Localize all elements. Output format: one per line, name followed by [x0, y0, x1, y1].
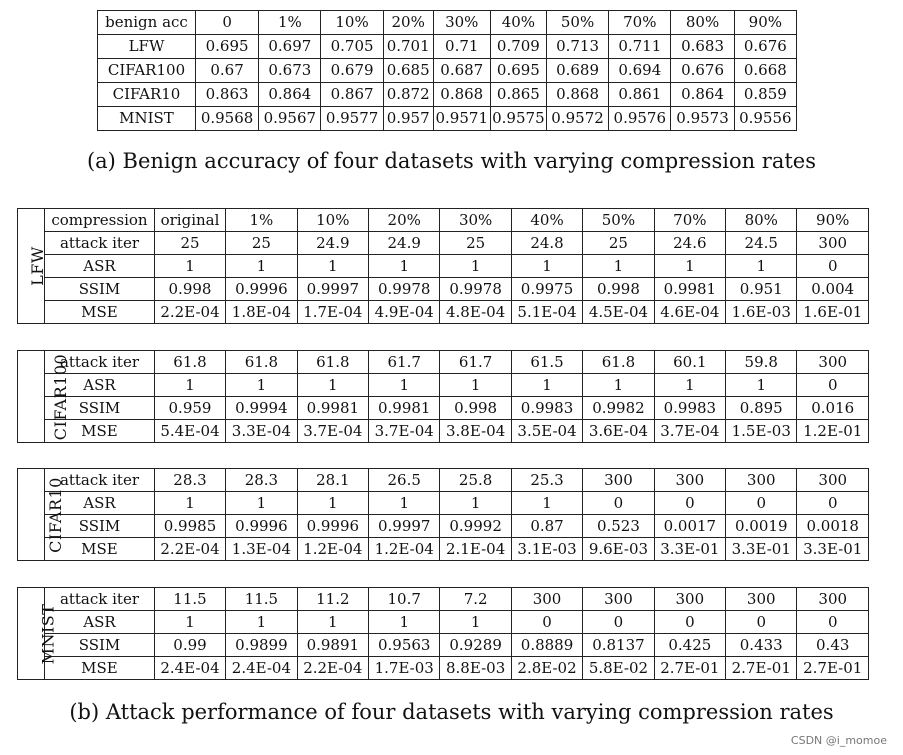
table-cell: 0.9576 [609, 107, 671, 131]
table-row [18, 469, 869, 492]
table-cell: 1 [226, 255, 297, 278]
table-cell: 0.676 [734, 35, 796, 59]
table-cell: 61.8 [154, 351, 225, 374]
table-cell: 300 [797, 351, 869, 374]
header-cell: 10% [321, 11, 383, 35]
table-row [18, 255, 869, 278]
table-cell: 8.8E-03 [440, 657, 511, 680]
table-cell: 3.6E-04 [583, 420, 654, 443]
metric-label: ASR [45, 611, 155, 634]
table-cell: 1 [226, 374, 297, 397]
header-cell: 90% [797, 209, 869, 232]
table-cell: 0.9891 [297, 634, 368, 657]
dataset-label: MNIST [98, 107, 196, 131]
dataset-label: CIFAR100 [98, 59, 196, 83]
table-cell: 0.697 [259, 35, 321, 59]
table-cell: 3.3E-04 [226, 420, 297, 443]
table-cell: 0.67 [195, 59, 258, 83]
table-cell: 0 [797, 611, 869, 634]
table-cell: 300 [797, 469, 869, 492]
table-cell: 300 [726, 469, 797, 492]
table-header-row [98, 11, 797, 35]
table-cell: 1 [583, 374, 654, 397]
table-cell: 28.1 [297, 469, 368, 492]
table-row [18, 657, 869, 680]
table-cell: 0.998 [154, 278, 225, 301]
table-cell: 300 [797, 232, 869, 255]
table-row [18, 588, 869, 611]
table-cell: 0.9573 [671, 107, 734, 131]
table-cell: 61.8 [297, 351, 368, 374]
table-cell: 1.2E-04 [297, 538, 368, 561]
table-cell: 1 [369, 492, 440, 515]
table-cell: 1 [440, 492, 511, 515]
table-cell: 0.713 [546, 35, 608, 59]
dataset-block-cifar100 [17, 350, 869, 443]
table-cell: 0.868 [433, 83, 490, 107]
table-cell: 0.687 [433, 59, 490, 83]
table-cell: 0.998 [583, 278, 654, 301]
table-cell: 0.9996 [297, 515, 368, 538]
dataset-vertical-label [18, 588, 58, 680]
table-cell: 0.895 [726, 397, 797, 420]
table-cell: 0.0018 [797, 515, 869, 538]
table-cell: 0.004 [797, 278, 869, 301]
table-cell: 0.9568 [195, 107, 258, 131]
table-cell: 0.9978 [440, 278, 511, 301]
header-cell: 70% [654, 209, 725, 232]
table-cell: 1 [583, 255, 654, 278]
metric-label: attack iter [45, 232, 155, 255]
table-cell: 0.864 [259, 83, 321, 107]
table-cell: 0.425 [654, 634, 725, 657]
table-cell: 300 [654, 469, 725, 492]
metric-label: MSE [45, 657, 155, 680]
table-row [18, 278, 869, 301]
table-cell: 0.87 [511, 515, 582, 538]
table-cell: 3.3E-01 [726, 538, 797, 561]
table-cell: 24.9 [297, 232, 368, 255]
header-cell: 40% [490, 11, 546, 35]
table-row [18, 611, 869, 634]
header-cell: 70% [609, 11, 671, 35]
table-cell: 0.951 [726, 278, 797, 301]
metric-label: attack iter [45, 351, 155, 374]
metric-label: SSIM [45, 397, 155, 420]
table-cell: 0.957 [383, 107, 433, 131]
table-cell: 0.694 [609, 59, 671, 83]
table-row [98, 35, 797, 59]
table-cell: 0.71 [433, 35, 490, 59]
table-cell: 300 [654, 588, 725, 611]
table-cell: 0.701 [383, 35, 433, 59]
table-cell: 0.859 [734, 83, 796, 107]
table-header-row [18, 209, 869, 232]
table-cell: 2.2E-04 [297, 657, 368, 680]
table-cell: 9.6E-03 [583, 538, 654, 561]
table-cell: 1.8E-04 [226, 301, 297, 324]
table-cell: 0 [654, 492, 725, 515]
header-cell: 20% [383, 11, 433, 35]
table-cell: 24.5 [726, 232, 797, 255]
table-cell: 1 [154, 255, 225, 278]
metric-label: MSE [45, 301, 155, 324]
table-cell: 25 [440, 232, 511, 255]
table-cell: 1 [226, 492, 297, 515]
table-row [18, 397, 869, 420]
table-cell: 1.7E-03 [369, 657, 440, 680]
table-cell: 0.9983 [654, 397, 725, 420]
header-cell: 1% [226, 209, 297, 232]
table-cell: 0.685 [383, 59, 433, 83]
table-cell: 26.5 [369, 469, 440, 492]
table-cell: 24.6 [654, 232, 725, 255]
table-cell: 0.9567 [259, 107, 321, 131]
table-cell: 0.8137 [583, 634, 654, 657]
table-cell: 0.683 [671, 35, 734, 59]
table-cell: 0.9975 [511, 278, 582, 301]
table-row [18, 420, 869, 443]
table-cell: 0.9992 [440, 515, 511, 538]
table-cell: 0.9996 [226, 278, 297, 301]
metric-label: MSE [45, 538, 155, 561]
dataset-label: CIFAR10 [98, 83, 196, 107]
table-cell: 1 [154, 492, 225, 515]
table-cell: 5.1E-04 [511, 301, 582, 324]
metric-label: ASR [45, 492, 155, 515]
table-row [98, 83, 797, 107]
metric-label: SSIM [45, 634, 155, 657]
header-cell: 90% [734, 11, 796, 35]
table-cell: 11.2 [297, 588, 368, 611]
header-cell: compression [45, 209, 155, 232]
table-cell: 0.676 [671, 59, 734, 83]
header-cell: original [154, 209, 225, 232]
table-cell: 0.705 [321, 35, 383, 59]
table-cell: 1.2E-01 [797, 420, 869, 443]
dataset-vertical-label [18, 469, 65, 561]
benign-accuracy-table [97, 10, 797, 131]
table-cell: 0.9563 [369, 634, 440, 657]
table-cell: 2.1E-04 [440, 538, 511, 561]
table-row [18, 515, 869, 538]
header-cell: 30% [433, 11, 490, 35]
table-row [98, 59, 797, 83]
table-cell: 0.865 [490, 83, 546, 107]
table-cell: 0.9981 [297, 397, 368, 420]
header-cell: 20% [369, 209, 440, 232]
table-cell: 0.9983 [511, 397, 582, 420]
table-cell: 1 [726, 255, 797, 278]
header-cell: 80% [671, 11, 734, 35]
table-row [18, 492, 869, 515]
dataset-label: LFW [98, 35, 196, 59]
table-cell: 0.9978 [369, 278, 440, 301]
table-cell: 4.6E-04 [654, 301, 725, 324]
table-cell: 59.8 [726, 351, 797, 374]
table-cell: 1.6E-03 [726, 301, 797, 324]
table-cell: 300 [726, 588, 797, 611]
table-cell: 0.9571 [433, 107, 490, 131]
table-cell: 0.679 [321, 59, 383, 83]
metric-label: SSIM [45, 515, 155, 538]
table-cell: 1 [154, 611, 225, 634]
dataset-block-cifar10 [17, 468, 869, 561]
table-cell: 1 [297, 611, 368, 634]
metric-label: attack iter [45, 469, 155, 492]
table-cell: 3.1E-03 [511, 538, 582, 561]
table-cell: 0.673 [259, 59, 321, 83]
header-cell: 50% [546, 11, 608, 35]
table-row [18, 351, 869, 374]
table-cell: 61.5 [511, 351, 582, 374]
table-row [18, 634, 869, 657]
table-cell: 1.3E-04 [226, 538, 297, 561]
header-cell: 1% [259, 11, 321, 35]
table-cell: 1 [511, 374, 582, 397]
table-cell: 2.7E-01 [654, 657, 725, 680]
table-cell: 0 [511, 611, 582, 634]
dataset-vertical-label [18, 351, 71, 443]
dataset-name: CIFAR10 [45, 476, 65, 553]
table-cell: 25 [154, 232, 225, 255]
header-cell: 30% [440, 209, 511, 232]
dataset-block-mnist [17, 587, 869, 680]
dataset-block-lfw [17, 208, 869, 324]
table-cell: 3.8E-04 [440, 420, 511, 443]
table-cell: 1 [369, 374, 440, 397]
header-cell: 50% [583, 209, 654, 232]
table-cell: 1 [297, 255, 368, 278]
table-row [18, 232, 869, 255]
table-cell: 0.9575 [490, 107, 546, 131]
table-cell: 2.7E-01 [797, 657, 869, 680]
table-cell: 300 [797, 588, 869, 611]
table-row [98, 107, 797, 131]
table-cell: 0.8889 [511, 634, 582, 657]
watermark: CSDN @i_momoe [790, 734, 887, 747]
table-cell: 1 [440, 611, 511, 634]
table-row [18, 538, 869, 561]
table-cell: 0.43 [797, 634, 869, 657]
table-cell: 1 [297, 374, 368, 397]
table-cell: 0.864 [671, 83, 734, 107]
table-cell: 4.5E-04 [583, 301, 654, 324]
table-cell: 0.9899 [226, 634, 297, 657]
table-cell: 1 [369, 255, 440, 278]
table-cell: 1 [726, 374, 797, 397]
table-cell: 5.8E-02 [583, 657, 654, 680]
table-cell: 0 [654, 611, 725, 634]
table-cell: 7.2 [440, 588, 511, 611]
table-cell: 1.7E-04 [297, 301, 368, 324]
table-cell: 10.7 [369, 588, 440, 611]
table-cell: 2.2E-04 [154, 538, 225, 561]
header-cell: 0 [195, 11, 258, 35]
table-cell: 61.7 [440, 351, 511, 374]
table-cell: 0.863 [195, 83, 258, 107]
table-cell: 1 [154, 374, 225, 397]
table-cell: 0.709 [490, 35, 546, 59]
table-cell: 0.695 [195, 35, 258, 59]
table-cell: 11.5 [226, 588, 297, 611]
table-cell: 11.5 [154, 588, 225, 611]
table-cell: 1 [297, 492, 368, 515]
table-cell: 0.711 [609, 35, 671, 59]
table-cell: 0.689 [546, 59, 608, 83]
table-cell: 3.7E-04 [297, 420, 368, 443]
table-cell: 0.9985 [154, 515, 225, 538]
table-cell: 0.433 [726, 634, 797, 657]
table-cell: 1 [511, 492, 582, 515]
table-cell: 0 [797, 374, 869, 397]
table-cell: 3.3E-01 [797, 538, 869, 561]
table-cell: 0.872 [383, 83, 433, 107]
table-cell: 0 [797, 255, 869, 278]
table-cell: 24.8 [511, 232, 582, 255]
table-cell: 0.016 [797, 397, 869, 420]
table-cell: 0.9572 [546, 107, 608, 131]
table-cell: 1 [654, 374, 725, 397]
table-cell: 0.668 [734, 59, 796, 83]
table-cell: 0.9577 [321, 107, 383, 131]
table-cell: 1 [440, 255, 511, 278]
table-cell: 61.7 [369, 351, 440, 374]
metric-label: ASR [45, 374, 155, 397]
table-cell: 2.8E-02 [511, 657, 582, 680]
header-cell: 10% [297, 209, 368, 232]
table-cell: 3.7E-04 [369, 420, 440, 443]
metric-label: ASR [45, 255, 155, 278]
table-cell: 61.8 [226, 351, 297, 374]
table-cell: 0.9981 [654, 278, 725, 301]
metric-label: attack iter [45, 588, 155, 611]
table-cell: 2.4E-04 [154, 657, 225, 680]
table-cell: 25 [583, 232, 654, 255]
table-cell: 300 [583, 469, 654, 492]
caption-b: (b) Attack performance of four datasets with varying compression rates [69, 700, 834, 724]
table-cell: 300 [583, 588, 654, 611]
dataset-name: CIFAR100 [51, 353, 71, 440]
table-row [18, 301, 869, 324]
table-cell: 1 [654, 255, 725, 278]
table-cell: 0.9997 [369, 515, 440, 538]
metric-label: MSE [45, 420, 155, 443]
table-cell: 0.695 [490, 59, 546, 83]
header-cell: 40% [511, 209, 582, 232]
table-cell: 2.2E-04 [154, 301, 225, 324]
table-cell: 5.4E-04 [154, 420, 225, 443]
table-cell: 3.7E-04 [654, 420, 725, 443]
table-cell: 1.5E-03 [726, 420, 797, 443]
table-cell: 1 [369, 611, 440, 634]
header-cell: benign acc [98, 11, 196, 35]
table-cell: 0.861 [609, 83, 671, 107]
table-cell: 28.3 [226, 469, 297, 492]
table-cell: 0.0017 [654, 515, 725, 538]
table-cell: 0.9994 [226, 397, 297, 420]
table-cell: 0.99 [154, 634, 225, 657]
dataset-name: LFW [27, 246, 47, 286]
table-cell: 0.0019 [726, 515, 797, 538]
table-cell: 0.523 [583, 515, 654, 538]
table-cell: 4.9E-04 [369, 301, 440, 324]
table-cell: 2.4E-04 [226, 657, 297, 680]
table-cell: 0.9997 [297, 278, 368, 301]
table-cell: 1 [440, 374, 511, 397]
table-cell: 25 [226, 232, 297, 255]
table-cell: 60.1 [654, 351, 725, 374]
table-cell: 0 [583, 611, 654, 634]
dataset-name: MNIST [38, 603, 58, 664]
table-cell: 0 [726, 492, 797, 515]
table-cell: 25.8 [440, 469, 511, 492]
table-cell: 24.9 [369, 232, 440, 255]
header-cell: 80% [726, 209, 797, 232]
table-cell: 0.959 [154, 397, 225, 420]
table-cell: 300 [511, 588, 582, 611]
table-cell: 2.7E-01 [726, 657, 797, 680]
table-cell: 0.9556 [734, 107, 796, 131]
table-cell: 0.868 [546, 83, 608, 107]
table-row [18, 374, 869, 397]
table-cell: 1.6E-01 [797, 301, 869, 324]
table-cell: 28.3 [154, 469, 225, 492]
table-cell: 0.998 [440, 397, 511, 420]
table-cell: 4.8E-04 [440, 301, 511, 324]
table-cell: 61.8 [583, 351, 654, 374]
table-cell: 1 [511, 255, 582, 278]
table-cell: 0 [797, 492, 869, 515]
table-cell: 0 [583, 492, 654, 515]
caption-a: (a) Benign accuracy of four datasets with varying compression rates [86, 149, 817, 173]
dataset-vertical-label [18, 209, 45, 324]
table-cell: 0 [726, 611, 797, 634]
metric-label: SSIM [45, 278, 155, 301]
table-cell: 0.9996 [226, 515, 297, 538]
table-cell: 0.867 [321, 83, 383, 107]
table-cell: 3.5E-04 [511, 420, 582, 443]
table-cell: 0.9981 [369, 397, 440, 420]
table-cell: 1 [226, 611, 297, 634]
table-cell: 0.9982 [583, 397, 654, 420]
table-cell: 25.3 [511, 469, 582, 492]
table-cell: 0.9289 [440, 634, 511, 657]
table-cell: 3.3E-01 [654, 538, 725, 561]
table-cell: 1.2E-04 [369, 538, 440, 561]
